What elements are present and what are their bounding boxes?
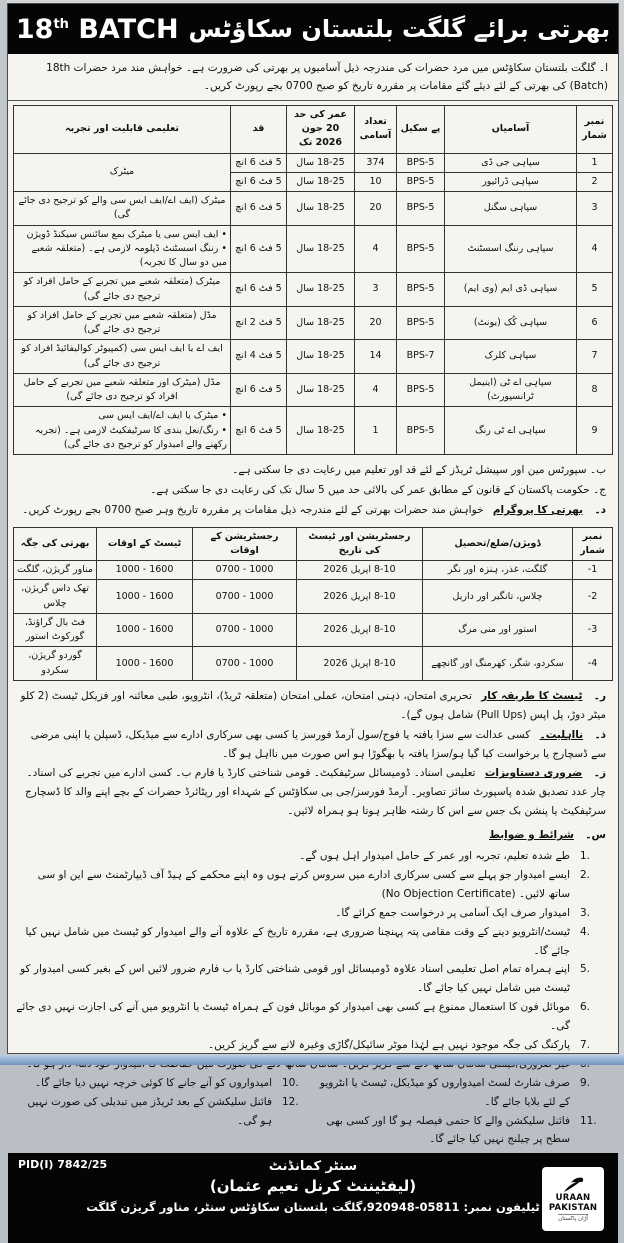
cell-division: استور اور منی مرگ: [423, 613, 573, 647]
cell-sn: 7: [577, 340, 613, 374]
table-row: [14, 153, 613, 172]
col-date: رجسٹریشن اور ٹیسٹ کی تاریخ: [297, 527, 423, 561]
cell-test-hours: 1000 - 1600: [97, 580, 193, 614]
cell-sn: 8: [577, 373, 613, 407]
table-row: [14, 225, 613, 273]
col-positions: آسامیاں: [445, 105, 577, 153]
term-text: امیدوار صرف ایک آسامی پر درخواست جمع کرائے گا۔: [335, 906, 570, 919]
note-required-documents: [16, 764, 606, 821]
cell-pos: سپاہی سگنل: [445, 192, 577, 226]
table-row: [14, 580, 613, 614]
col-test-hours: ٹیسٹ کے اوقات: [97, 527, 193, 561]
term-item-3: [16, 904, 606, 923]
term-number: 1.: [580, 850, 591, 863]
note-marker: ز۔: [593, 767, 606, 780]
cell-sn: 4-: [573, 647, 613, 681]
uraan-pakistan-logo: [542, 1167, 604, 1231]
note-marker: س۔: [585, 829, 606, 842]
test-method-text: تحریری امتحان، ذہنی امتحان، عملی امتحان (متعلقہ ٹریڈ)، انٹرویو، طبی معائنہ اور فزیکل ٹیسٹ (2 کلو میٹر دوڑ، پل اپس (Pull Ups) شامل ہوں گے)۔: [20, 689, 606, 721]
qual-bullet: • رننگ اسسٹنٹ ڈپلومہ لازمی ہے۔ (متعلقہ شعبے میں دو سال کا تجربہ): [31, 242, 227, 268]
note-disqualification: [16, 726, 606, 764]
recruitment-ad: [7, 3, 619, 1223]
page-edge-right: [619, 0, 624, 1065]
cell-qual: مڈل (متعلقہ شعبے میں تجربے کے حامل افراد کو ترجیح دی جائے گی): [14, 306, 231, 340]
term-item-1: [16, 847, 606, 866]
qual-bullet: • میٹرک یا ایف اے/ایف ایس سی: [98, 410, 227, 422]
cell-qual: میٹرک (ایف اے/ایف ایس سی والے کو ترجیح دی جائے گی): [14, 192, 231, 226]
cell-sn: 5: [577, 273, 613, 307]
logo-urdu-subtext: اُڑان پاکستان: [558, 1216, 588, 1223]
cell-pos: سپاہی کُک (یونٹ): [445, 306, 577, 340]
cell-reg-hours: 0700 - 1000: [193, 561, 297, 580]
table-row: [14, 306, 613, 340]
uraan-bird-icon: [560, 1176, 586, 1194]
term-item-2: [16, 866, 606, 904]
cell-count: 3: [355, 273, 397, 307]
cell-count: 20: [355, 306, 397, 340]
cell-venue: تھک داس گریژن، چلاس: [14, 580, 97, 614]
terms-left-column: [16, 1074, 308, 1150]
title-banner: [8, 4, 618, 54]
terms-right-column: [314, 1074, 606, 1150]
cell-scale: BPS-5: [397, 407, 445, 455]
col-pay-scale: پے سکیل: [397, 105, 445, 153]
schedule-table: [13, 527, 613, 681]
cell-date: 8-10 اپریل 2026: [297, 647, 423, 681]
cell-scale: BPS-5: [397, 225, 445, 273]
cell-qual: میٹرک: [14, 153, 231, 192]
cell-pos: سپاہی جی ڈی: [445, 153, 577, 172]
footer-strip: [8, 1153, 618, 1243]
term-text: فائنل سلیکشن والے کا حتمی فیصلہ ہو گا اور کسی بھی سطح پر چیلنج نہیں کیا جائے گا۔: [326, 1114, 570, 1146]
col-height: قد: [231, 105, 287, 153]
table-row: [14, 273, 613, 307]
cell-venue: فٹ بال گراؤنڈ، گورکوٹ استور: [14, 613, 97, 647]
terms-section: [8, 824, 618, 1153]
cell-sn: 2-: [573, 580, 613, 614]
term-number: 11.: [580, 1114, 597, 1127]
col-serial: نمبر شمار: [573, 527, 613, 561]
terms-title: [16, 826, 606, 845]
cell-height: 5 فٹ 6 انچ: [231, 192, 287, 226]
terms-two-column: [16, 1074, 606, 1150]
note-marker: ذ۔: [594, 728, 606, 741]
cell-scale: BPS-5: [397, 192, 445, 226]
cell-sn: 4: [577, 225, 613, 273]
qual-bullet: • ایف ایس سی یا میٹرک بمع سائنس سیکنڈ ڈویژن: [26, 228, 227, 240]
term-text: ایسے امیدوار جو پہلے سے کسی سرکاری ادارے میں سروس کرتے ہوں وہ اپنے محکمے کے ہیڈ آف ڈیپارٹمنٹ سے این او سی ساتھ لائیں۔ (No Objection Certificate): [37, 868, 570, 900]
table-row: [14, 373, 613, 407]
disqualification-text: کسی عدالت سے سزا یافتہ یا فوج/سول آرمڈ فورسز یا کسی بھی سرکاری ادارے سے میڈیکل، ڈسپلن یا اپنی مرضی سے ڈسچارج یا برخواست کیا گیا ہو/سزا یافتہ یا بھگوڑا ہو اس صورت میں نااہل ہو گا۔: [30, 728, 606, 760]
cell-date: 8-10 اپریل 2026: [297, 613, 423, 647]
cell-count: 20: [355, 192, 397, 226]
term-text: موبائل فون کا استعمال ممنوع ہے کسی بھی امیدوار کو موبائل فون کے ہمراہ ٹیسٹ یا انٹرویو میں آنے کی اجازت نہیں دی جائے گی۔: [16, 1001, 570, 1033]
cell-division: چلاس، تانگیر اور داریل: [423, 580, 573, 614]
test-method-label: ٹیسٹ کا طریقہ کار: [481, 689, 583, 702]
cell-qual: میٹرک (متعلقہ شعبے میں تجربے کے حامل افراد کو ترجیح دی جائے گی): [14, 273, 231, 307]
cell-test-hours: 1000 - 1600: [97, 613, 193, 647]
cell-age: 18-25 سال: [287, 340, 355, 374]
cell-count: 10: [355, 172, 397, 191]
cell-date: 8-10 اپریل 2026: [297, 561, 423, 580]
col-serial: نمبر شمار: [577, 105, 613, 153]
terms-title-label: شرائط و ضوابط: [489, 829, 574, 842]
col-vacancies: تعداد آسامی: [355, 105, 397, 153]
cell-height: 5 فٹ 6 انچ: [231, 172, 287, 191]
term-number: 9.: [580, 1076, 591, 1089]
cell-venue: مناور گریژن، گلگت: [14, 561, 97, 580]
cell-count: 4: [355, 225, 397, 273]
term-number: 3.: [580, 906, 591, 919]
cell-scale: BPS-5: [397, 373, 445, 407]
pid-number: PID(I) 7842/25: [18, 1158, 108, 1172]
cell-pos: سپاہی اے ٹی (اینیمل ٹرانسپورٹ): [445, 373, 577, 407]
cell-height: 5 فٹ 6 انچ: [231, 273, 287, 307]
cell-venue: گوردو گریژن، سکردو: [14, 647, 97, 681]
cell-age: 18-25 سال: [287, 225, 355, 273]
commandant-name: (لیفٹیننٹ کرنل نعیم عثمان): [209, 1177, 417, 1196]
cell-pos: سپاہی ڈرائیور: [445, 172, 577, 191]
positions-table: [13, 105, 613, 455]
term-text: طے شدہ تعلیم، تجربہ اور عمر کے حامل امیدوار اہل ہوں گے۔: [299, 850, 570, 863]
cell-height: 5 فٹ 6 انچ: [231, 407, 287, 455]
term-number: 12.: [282, 1095, 299, 1108]
term-text: اپنے ہمراہ تمام اصل تعلیمی اسناد علاوہ ڈومیسائل اور قومی شناختی کارڈ یا ب فارم ضرور لائیں اس کے بغیر کسی امیدوار کو ٹیسٹ میں شامل نہیں کیا جائے گا۔: [20, 963, 570, 995]
cell-division: گلگت، غذر، ہنزہ اور نگر: [423, 561, 573, 580]
note-sports-relaxation: ب۔ سپورٹس مین اور سپیشل ٹریڈز کے لئے قد اور تعلیم میں رعایت دی جا سکتی ہے۔: [232, 464, 606, 476]
term-item-6: [16, 998, 606, 1036]
note-recruitment-program: [16, 501, 606, 520]
positions-header-row: [14, 105, 613, 153]
cell-count: 4: [355, 373, 397, 407]
cell-qual: ایف اے یا ایف ایس سی (کمپیوٹر کوالیفائیڈ افراد کو ترجیح دی جائے گی): [14, 340, 231, 374]
cell-sn: 1: [577, 153, 613, 172]
cell-scale: BPS-7: [397, 340, 445, 374]
cell-date: 8-10 اپریل 2026: [297, 580, 423, 614]
cell-age: 18-25 سال: [287, 407, 355, 455]
documents-text: تعلیمی اسناد۔ ڈومیسائل سرٹیفکیٹ۔ قومی شناختی کارڈ یا فارم ب۔ کسی ادارے میں تجربے کی اسناد۔ چار عدد تصدیق شدہ پاسپورٹ سائز تصاویر۔ آرمڈ فورسز/جی بی سکاؤٹس کے شہداء اور ریٹائرڈ حضرات کے بچے اپنے والد کا ڈسچارج سرٹیفکیٹ یا پنشن بک جس سے اس کا رشتہ ظاہر ہوتا ہو ہمراہ لائیں۔: [24, 767, 606, 818]
cell-age: 18-25 سال: [287, 273, 355, 307]
term-item-7: [16, 1036, 606, 1055]
cell-pos: سپاہی اے ٹی رنگ: [445, 407, 577, 455]
table-row: [14, 647, 613, 681]
program-text: خواہش مند حضرات بھرتی کے لئے مندرجہ ذیل مقامات پر مقررہ تاریخ وہر صبح 0700 بجے رپورٹ کریں۔: [22, 503, 484, 516]
cell-qual: [14, 225, 231, 273]
term-number: 6.: [580, 1001, 591, 1014]
cell-pos: سپاہی کلرک: [445, 340, 577, 374]
cell-age: 18-25 سال: [287, 153, 355, 172]
commandant-title: سنٹر کمانڈنٹ: [268, 1159, 358, 1175]
cell-height: 5 فٹ 4 انچ: [231, 340, 287, 374]
table-row: [14, 340, 613, 374]
cell-qual: [14, 407, 231, 455]
cell-test-hours: 1000 - 1600: [97, 647, 193, 681]
qual-bullet: • رنگ/نعل بندی کا سرٹیفکیٹ لازمی ہے۔ (تجربہ رکھنے والے امیدوار کو ترجیح دی جائے گی): [34, 424, 227, 450]
cell-count: 14: [355, 340, 397, 374]
relaxation-notes: [8, 459, 618, 523]
term-item-9: [314, 1074, 606, 1112]
cell-count: 374: [355, 153, 397, 172]
intro-paragraph: ا۔ گلگت بلتستان سکاؤٹس میں مرد حضرات کی مندرجہ ذیل آسامیوں پر بھرتی کی ضرورت ہے۔ خواہش مند مرد حضرات 18th (Batch) کی بھرتی کے لئے دیئے گئے مقامات پر مقررہ تاریخ کو صبح 0700 بجے رپورٹ کریں۔: [8, 54, 618, 101]
cell-reg-hours: 0700 - 1000: [193, 647, 297, 681]
disqualification-label: نااہلیت۔: [539, 728, 584, 741]
cell-sn: 9: [577, 407, 613, 455]
term-item-12: [16, 1093, 308, 1131]
note-marker: ر۔: [593, 689, 606, 702]
note-test-method: [16, 687, 606, 725]
logo-text-line1: URAAN: [555, 1193, 591, 1204]
term-number: 7.: [580, 1038, 591, 1051]
term-item-11: [314, 1112, 606, 1150]
col-division: ڈویژن/ضلع/تحصیل: [423, 527, 573, 561]
col-registration-hours: رجسٹریشن کے اوقات: [193, 527, 297, 561]
table-row: [14, 561, 613, 580]
page-edge-bottom-blue: [0, 1055, 624, 1065]
table-row: [14, 407, 613, 455]
col-qualification: تعلیمی قابلیت اور تجربہ: [14, 105, 231, 153]
contact-line: ٹیلیفون نمبر: 05811-920948،گلگت بلتستان سکاؤٹس سنٹر، مناور گریژن گلگت: [86, 1200, 540, 1215]
cell-height: 5 فٹ 6 انچ: [231, 225, 287, 273]
cell-height: 5 فٹ 6 انچ: [231, 373, 287, 407]
term-text: ٹیسٹ/انٹرویو دینے کے وقت مقامی پتہ پہنچنا ضروری ہے، مقررہ تاریخ کے علاوہ آنے والے امیدوار کو ٹیسٹ میں شامل نہیں کیا جائے گا۔: [25, 925, 570, 957]
term-text: فائنل سلیکشن کے بعد ٹریڈز میں تبدیلی کی صورت نہیں ہو گی۔: [27, 1095, 272, 1127]
term-number: 10.: [282, 1076, 299, 1089]
cell-height: 5 فٹ 6 انچ: [231, 153, 287, 172]
note-age-relaxation: ج۔ حکومت پاکستان کے قانون کے مطابق عمر کی بالائی حد میں 5 سال تک کی رعایت دی جا سکتی ہے۔: [150, 483, 606, 496]
term-text: امیدواروں کو آنے جانے کا کوئی خرچہ نہیں دیا جائے گا۔: [35, 1076, 272, 1089]
term-item-5: [16, 960, 606, 998]
cell-scale: BPS-5: [397, 273, 445, 307]
table-row: [14, 613, 613, 647]
term-item-4: [16, 923, 606, 961]
procedure-notes: [8, 685, 618, 824]
col-venue: بھرتی کی جگہ: [14, 527, 97, 561]
cell-sn: 2: [577, 172, 613, 191]
cell-reg-hours: 0700 - 1000: [193, 613, 297, 647]
cell-sn: 3-: [573, 613, 613, 647]
cell-scale: BPS-5: [397, 172, 445, 191]
page-edge-left: [0, 0, 7, 1065]
term-number: 2.: [580, 868, 591, 881]
cell-height: 5 فٹ 2 انچ: [231, 306, 287, 340]
title-urdu: بھرتی برائے گلگت بلتستان سکاؤٹس: [188, 15, 611, 43]
cell-age: 18-25 سال: [287, 192, 355, 226]
cell-scale: BPS-5: [397, 306, 445, 340]
schedule-header-row: [14, 527, 613, 561]
cell-division: سکردو، شگر، کھرمنگ اور گانچھے: [423, 647, 573, 681]
term-text: صرف شارٹ لسٹ امیدواروں کو میڈیکل، ٹیسٹ یا انٹرویو کے لئے بلایا جائے گا۔: [319, 1076, 570, 1108]
cell-qual: مڈل (میٹرک اور متعلقہ شعبے میں تجربے کے حامل افراد کو ترجیح دی جائے گی): [14, 373, 231, 407]
cell-count: 1: [355, 407, 397, 455]
cell-age: 18-25 سال: [287, 306, 355, 340]
title-batch: 18th BATCH: [15, 13, 179, 45]
cell-age: 18-25 سال: [287, 373, 355, 407]
cell-pos: سپاہی رننگ اسسٹنٹ: [445, 225, 577, 273]
table-row: [14, 192, 613, 226]
term-number: 5.: [580, 963, 591, 976]
program-label: بھرتی کا پروگرام: [492, 503, 584, 516]
cell-scale: BPS-5: [397, 153, 445, 172]
cell-reg-hours: 0700 - 1000: [193, 580, 297, 614]
cell-test-hours: 1000 - 1600: [97, 561, 193, 580]
logo-text-line2: PAKISTAN: [548, 1202, 598, 1213]
term-number: 4.: [580, 925, 591, 938]
cell-sn: 6: [577, 306, 613, 340]
note-marker: د۔: [594, 503, 606, 516]
term-item-10: [16, 1074, 308, 1093]
documents-label: ضروری دستاویزات: [484, 767, 583, 780]
cell-sn: 3: [577, 192, 613, 226]
cell-sn: 1-: [573, 561, 613, 580]
col-age-limit: عمر کی حد 20 جون 2026 تک: [287, 105, 355, 153]
term-text: پارکنگ کی جگہ موجود نہیں ہے لہٰذا موٹر سائیکل/گاڑی وغیرہ لانے سے گریز کریں۔: [208, 1038, 570, 1051]
cell-pos: سپاہی ڈی ایم (وی ایم): [445, 273, 577, 307]
cell-age: 18-25 سال: [287, 172, 355, 191]
